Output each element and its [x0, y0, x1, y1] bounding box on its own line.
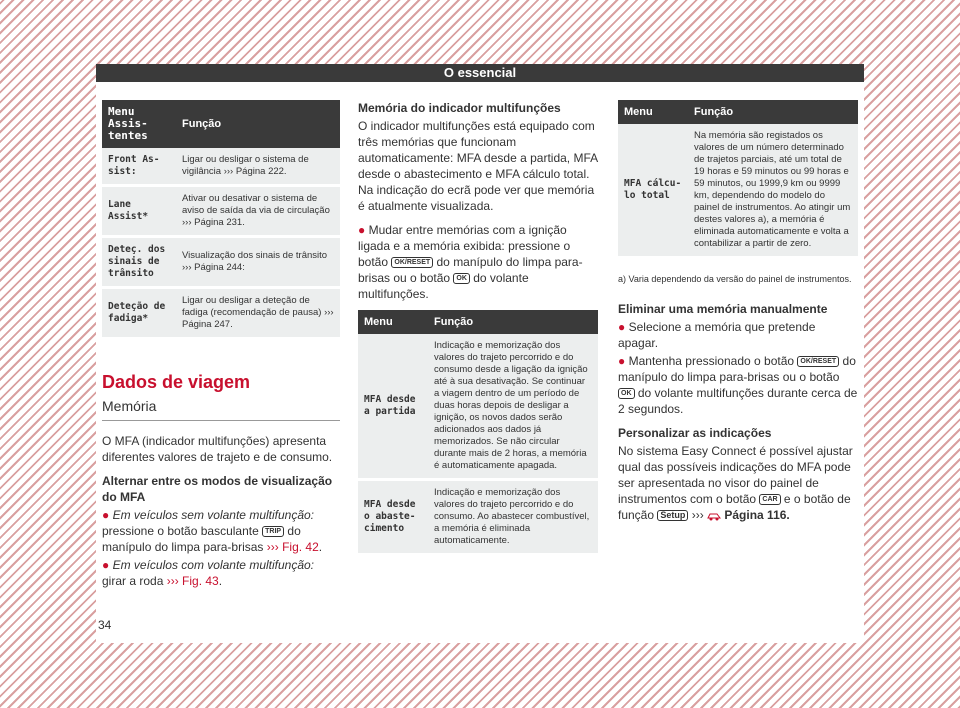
assistants-table — [102, 100, 340, 340]
table-header-menu: Menu — [618, 100, 688, 124]
figure-link[interactable]: ››› Fig. 42 — [266, 540, 319, 554]
bullet-text: . — [318, 540, 323, 554]
mfa-memory-table — [358, 310, 598, 556]
table-row — [358, 334, 598, 481]
middle-column — [358, 100, 598, 556]
table-row — [102, 148, 340, 187]
table-row — [618, 124, 858, 259]
clear-memory-heading: Eliminar uma memória manualmente — [618, 302, 828, 316]
table-cell-function: Indicação e memorização dos valores do trajeto percorrido e do consumo desde a ligação da ignição até à sua desativação. Se continuar a viagem dentro de um período de duas horas depois de desligar a ignição, os novos dados serão adicionados aos dados já memorizados. Se não circular durante mais de 2 horas, a memória é automaticamente apagada. — [428, 334, 598, 481]
bullet-text: girar a roda — [102, 574, 167, 588]
table-cell-function: Ligar ou desligar a deteção de fadiga (recomendação de pausa) ››› Página 247. — [176, 289, 340, 340]
page-header: O essencial — [96, 64, 864, 82]
section-title: Dados de viagem — [102, 372, 251, 392]
right-column — [618, 100, 858, 531]
bullet-text: Mudar entre memórias com a ignição ligada e a memória exibida: pressione o botão — [358, 223, 571, 269]
trip-button-icon: TRIP — [262, 526, 284, 537]
ok-button-icon: OK — [453, 273, 470, 284]
table-row — [358, 481, 598, 556]
memory-heading: Memória do indicador multifunções — [358, 101, 561, 115]
paragraph-text: No sistema Easy Connect é possível ajustar qual das possíveis indicações do MFA pode ser apresentada no visor do painel de instrumentos com o botão — [618, 444, 853, 506]
table-cell-function: Na memória são registados os valores de um número determinado de trajetos parciais, até um total de 19 horas e 59 minutos ou 99 horas e 59 minutos, ou 1999,9 km ou 9999 km, dependendo do modelo do painel de instrumentos. Ao atingir um destes valores a), a memória é eliminada automaticamente e volta a contabilizar a partir de zero. — [688, 124, 858, 259]
table-cell-function: Indicação e memorização dos valores do trajeto percorrido e do consumo. Ao abastecer combustível, a memória é eliminada automaticamente. — [428, 481, 598, 556]
memory-paragraph: O indicador multifunções está equipado com três memórias que funcionam automaticamente: MFA desde a partida, MFA desde o abastecimento e MFA cálculo total. Na indicação do ecrã pode ver que memória é atualmente visualizada. — [358, 119, 598, 213]
table-cell-function: Ativar ou desativar o sistema de aviso de saída da via de circulação ››› Página 231. — [176, 187, 340, 238]
bullet-text: Mantenha pressionado o botão — [628, 354, 798, 368]
page-number: 34 — [98, 618, 112, 632]
bullet-item — [618, 353, 858, 417]
page-link[interactable]: Página 116. — [721, 508, 790, 522]
mode-heading: Alternar entre os modos de visualização do MFA — [102, 474, 333, 504]
paragraph-text: e o botão de função — [618, 492, 851, 522]
table-header-function: Função — [688, 100, 858, 124]
bullet-item — [358, 222, 598, 302]
mfa-total-table — [618, 100, 858, 259]
bullet-emphasis: Em veículos sem volante multifunção: — [112, 508, 315, 522]
bullet-icon: ● — [618, 320, 626, 334]
bullet-text: Selecione a memória que pretende apagar. — [618, 320, 816, 350]
table-cell-menu: Deteç. dos sinais de trânsito — [102, 238, 176, 289]
table-row — [102, 187, 340, 238]
bullet-text: do volante multifunções durante cerca de 2 segundos. — [618, 386, 858, 416]
ok-button-icon: OK — [618, 388, 635, 399]
car-glasses-icon — [707, 511, 721, 521]
section-subtitle: Memória — [102, 398, 340, 421]
bullet-text: do volante multifunções. — [358, 271, 529, 301]
manual-page — [96, 64, 864, 643]
table-cell-menu: Front As-sist: — [102, 148, 176, 187]
bullet-text: pressione o botão basculante — [102, 524, 263, 538]
setup-button-icon: Setup — [657, 510, 688, 521]
customize-paragraph — [618, 443, 858, 523]
table-row — [102, 289, 340, 340]
bullet-text: . — [218, 574, 223, 588]
bullet-text: do manípulo do limpa para-brisas — [102, 524, 301, 554]
paragraph-text: ››› — [688, 508, 708, 522]
bullet-item — [618, 319, 858, 351]
bullet-icon: ● — [618, 354, 626, 368]
ok-reset-button-icon: OK/RESET — [391, 257, 433, 268]
table-header-menu: Menu Assis-tentes — [102, 100, 176, 148]
bullet-item — [102, 507, 340, 555]
car-button-icon: CAR — [759, 494, 780, 505]
table-header-function: Função — [428, 310, 598, 334]
table-header-menu: Menu — [358, 310, 428, 334]
table-header-function: Função — [176, 100, 340, 148]
bullet-text: do manípulo do limpa para-brisas ou o botão — [358, 255, 583, 285]
ok-reset-button-icon: OK/RESET — [797, 356, 839, 367]
left-column — [102, 100, 340, 597]
bullet-icon: ● — [102, 558, 110, 572]
footnote: a) Varia dependendo da versão do painel de instrumentos. — [618, 274, 852, 284]
bullet-icon: ● — [358, 223, 366, 237]
table-cell-menu: Deteção de fadiga* — [102, 289, 176, 340]
table-cell-function: Ligar ou desligar o sistema de vigilância ››› Página 222. — [176, 148, 340, 187]
bullet-emphasis: Em veículos com volante multifunção: — [112, 558, 315, 572]
bullet-item — [102, 557, 340, 589]
table-cell-function: Visualização dos sinais de trânsito ››› Página 244: — [176, 238, 340, 289]
table-cell-menu: MFA desde o abaste-cimento — [358, 481, 428, 556]
table-row — [102, 238, 340, 289]
figure-link[interactable]: ››› Fig. 43 — [166, 574, 219, 588]
intro-paragraph: O MFA (indicador multifunções) apresenta diferentes valores de trajeto e de consumo. — [102, 434, 333, 464]
table-cell-menu: MFA cálcu-lo total — [618, 124, 688, 259]
customize-heading: Personalizar as indicações — [618, 426, 772, 440]
table-cell-menu: MFA desde a partida — [358, 334, 428, 481]
bullet-text: do manípulo do limpa para-brisas ou o botão — [618, 354, 856, 384]
table-cell-menu: Lane Assist* — [102, 187, 176, 238]
bullet-icon: ● — [102, 508, 110, 522]
